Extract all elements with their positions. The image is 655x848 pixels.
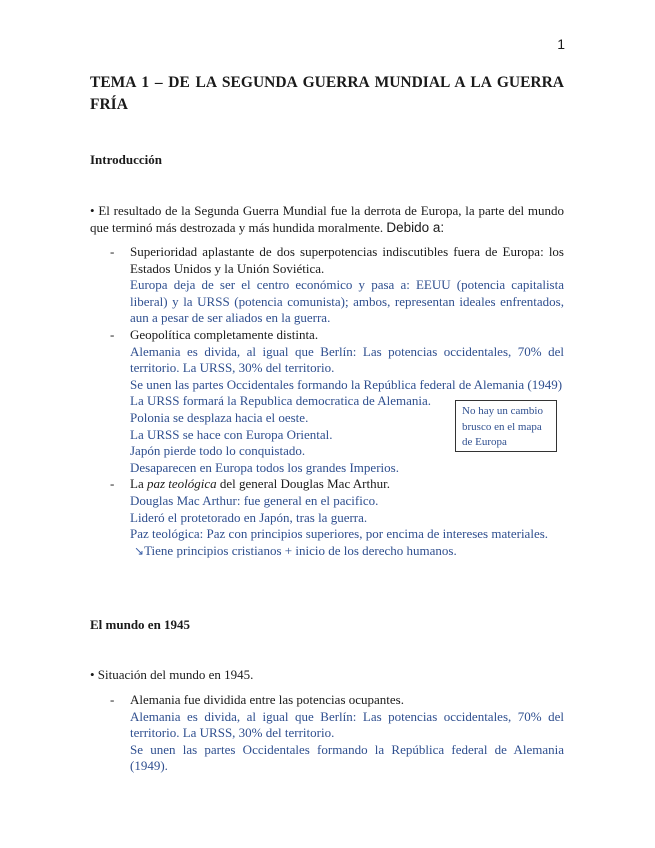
annotation-note: Alemania es divida, al igual que Berlín: Las potencias occidentales, 70% del territorio. La URSS, 30% del territorio.	[130, 343, 564, 376]
document-title: TEMA 1 – DE LA SEGUNDA GUERRA MUNDIAL A LA GUERRA FRÍA	[90, 74, 564, 113]
annotation-note: Japón pierde todo lo conquistado.	[130, 443, 306, 459]
list-item	[110, 476, 564, 559]
section-heading-introduccion: Introducción	[90, 152, 162, 167]
dash-marker: -	[110, 326, 115, 342]
section2-list	[110, 692, 564, 775]
annotation-note: Paz teológica: Paz con principios superiores, por encima de intereses materiales.	[130, 526, 549, 542]
arrow-down-right-icon: ↘	[134, 543, 145, 558]
italic-term: paz teológica	[146, 476, 217, 492]
annotation-note: La URSS formará la Republica democratica de Alemania.	[130, 393, 432, 409]
annotation-note: Alemania es divida, al igual que Berlín: Las potencias occidentales, 70% del territorio. La URSS, 30% del territorio.	[130, 708, 564, 741]
list-item-text: Alemania fue dividida entre las potencias ocupantes.	[130, 692, 404, 707]
side-note-box: No hay un cambio brusco en el mapa de Europa	[455, 400, 557, 452]
text-post: del general Douglas Mac Arthur.	[216, 476, 390, 492]
intro-tail-text: Debido a:	[386, 220, 445, 235]
page-number: 1	[557, 36, 565, 52]
annotation-note: Se unen las partes Occidentales formando la República federal de Alemania (1949)	[130, 376, 563, 392]
annotation-note: La URSS se hace con Europa Oriental.	[130, 426, 333, 442]
arrow-annotation-text: Tiene principios cristianos + inicio de los derecho humanos.	[144, 542, 457, 558]
dash-marker: -	[110, 692, 115, 707]
annotation-note: Polonia se desplaza hacia el oeste.	[130, 409, 309, 425]
list-item-text: Superioridad aplastante de dos superpotencias indiscutibles fuera de Europa: los Estados Unidos y la Unión Soviética.	[130, 244, 564, 276]
annotation-note: Europa deja de ser el centro económico y pasa a: EEUU (potencia capitalista liberal) y la URSS (potencia comunista); ambos, representan ideales enfrentados, aun a pesar de ser aliados en la guerra.	[130, 277, 564, 326]
dash-marker: -	[110, 244, 115, 259]
list-item-text	[130, 476, 564, 493]
intro-bullet-text: • El resultado de la Segunda Guerra Mundial fue la derrota de Europa, la parte del mundo que terminó más destrozada y más hundida moralmente.	[90, 203, 564, 235]
list-item-text: Geopolítica completamente distinta.	[130, 326, 319, 342]
intro-paragraph	[90, 202, 564, 236]
list-item	[110, 244, 564, 327]
annotation-note: Desaparecen en Europa todos los grandes Imperios.	[130, 459, 399, 475]
arrow-annotation	[130, 543, 564, 560]
section2-bullet: • Situación del mundo en 1945.	[90, 667, 254, 682]
list-item	[110, 692, 564, 775]
dash-marker: -	[110, 476, 115, 492]
section-heading-mundo-1945: El mundo en 1945	[90, 617, 191, 632]
annotation-note: Se unen las partes Occidentales formando la República federal de Alemania (1949).	[130, 741, 564, 774]
annotation-note: Douglas Mac Arthur: fue general en el pacifico.	[130, 492, 379, 508]
text-pre: La	[130, 476, 147, 492]
annotation-note: Lideró el protetorado en Japón, tras la guerra.	[130, 509, 368, 525]
